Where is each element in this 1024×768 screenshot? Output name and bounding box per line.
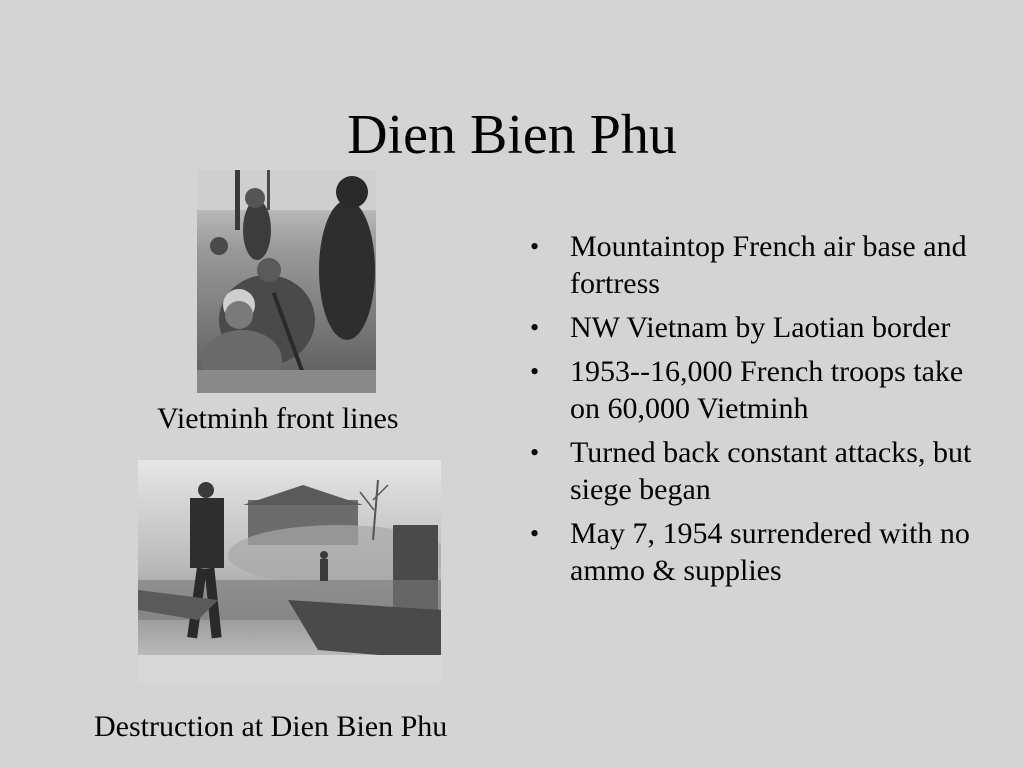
- bullet-item: [528, 434, 998, 508]
- bullet-icon: •: [530, 232, 540, 261]
- bullet-text: 1953--16,000 French troops take on 60,000 Vietminh: [570, 355, 964, 425]
- bullet-text: Turned back constant attacks, but siege began: [570, 436, 972, 506]
- photo-caption-destruction: Destruction at Dien Bien Phu: [94, 710, 448, 743]
- bullet-icon: •: [530, 519, 540, 548]
- bullet-item: [528, 353, 998, 427]
- bullet-list: [528, 228, 998, 596]
- bullet-text: May 7, 1954 surrendered with no ammo & supplies: [570, 517, 970, 587]
- destruction-photo: [138, 460, 441, 683]
- bullet-item: [528, 309, 998, 346]
- bullet-text: Mountaintop French air base and fortress: [570, 230, 967, 300]
- bullet-item: [528, 515, 998, 589]
- bullet-item: [528, 228, 998, 302]
- bullet-icon: •: [530, 313, 540, 342]
- bullet-icon: •: [530, 357, 540, 386]
- vietminh-front-lines-photo: [197, 170, 376, 393]
- bullet-text: NW Vietnam by Laotian border: [570, 311, 951, 344]
- photo-caption-front-lines: Vietminh front lines: [157, 402, 399, 435]
- bullet-icon: •: [530, 438, 540, 467]
- slide-title: Dien Bien Phu: [347, 104, 677, 166]
